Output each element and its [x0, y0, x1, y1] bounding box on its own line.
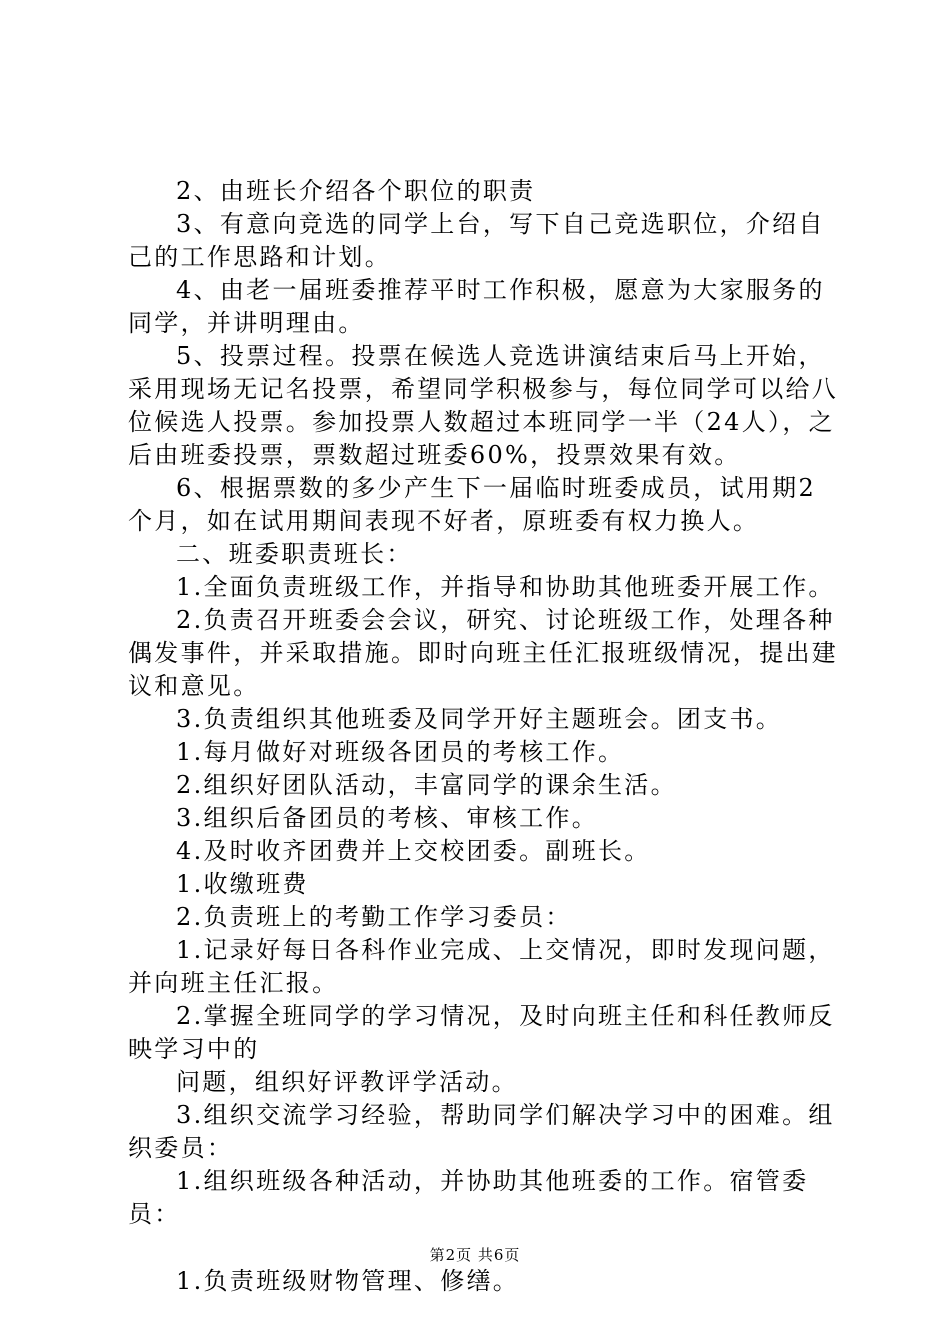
- paragraph: 6、根据票数的多少产生下一届临时班委成员，试用期2个月，如在试用期间表现不好者，原班委有权力换人。: [128, 474, 817, 535]
- paragraph: 2.负责班上的考勤工作学习委员：: [176, 903, 572, 931]
- paragraph: 问题，组织好评教评学活动。: [176, 1068, 518, 1096]
- paragraph: 1.收缴班费: [176, 870, 309, 898]
- paragraph: 3.组织后备团员的考核、审核工作。: [176, 804, 598, 832]
- paragraph: 1.记录好每日各科作业完成、上交情况，即时发现问题，并向班主任汇报。: [128, 936, 835, 997]
- section-heading: 二、班委职责班长：: [176, 540, 413, 568]
- paragraph: 4、由老一届班委推荐平时工作积极，愿意为大家服务的同学，并讲明理由。: [128, 276, 825, 337]
- paragraph: 2.组织好团队活动，丰富同学的课余生活。: [176, 771, 677, 799]
- paragraph: 3、有意向竞选的同学上台，写下自己竞选职位，介绍自己的工作思路和计划。: [128, 210, 825, 271]
- paragraph: 2.掌握全班同学的学习情况，及时向班主任和科任教师反映学习中的: [128, 1002, 835, 1063]
- paragraph: 3.组织交流学习经验，帮助同学们解决学习中的困难。组织委员：: [128, 1101, 835, 1162]
- document-body: [128, 175, 840, 1298]
- paragraph: 4.及时收齐团费并上交校团委。副班长。: [176, 837, 651, 865]
- page-total: 共6页: [477, 1246, 521, 1264]
- paragraph: 1.负责班级财物管理、修缮。: [176, 1267, 520, 1295]
- page-footer: [0, 1245, 950, 1265]
- paragraph: 5、投票过程。投票在候选人竞选讲演结束后马上开始，采用现场无记名投票，希望同学积极参与，每位同学可以给八位候选人投票。参加投票人数超过本班同学一半（24人），之后由班委投票，票数超过班委60%，投票效果有效。: [128, 342, 839, 469]
- paragraph: 1.全面负责班级工作，并指导和协助其他班委开展工作。: [176, 573, 835, 601]
- paragraph: 2.负责召开班委会会议，研究、讨论班级工作，处理各种偶发事件，并采取措施。即时向班主任汇报班级情况，提出建议和意见。: [128, 606, 839, 700]
- paragraph: 3.负责组织其他班委及同学开好主题班会。团支书。: [176, 705, 783, 733]
- paragraph: 1.组织班级各种活动，并协助其他班委的工作。宿管委员：: [128, 1167, 809, 1228]
- paragraph: 2、由班长介绍各个职位的职责: [176, 177, 536, 205]
- paragraph: 1.每月做好对班级各团员的考核工作。: [176, 738, 625, 766]
- page-number: 第2页: [429, 1246, 473, 1264]
